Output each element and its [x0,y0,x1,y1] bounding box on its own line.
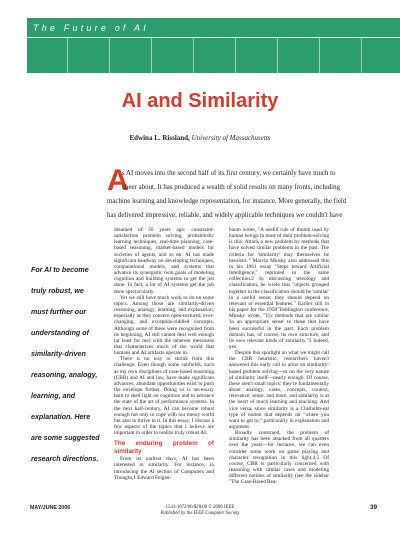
pull-quote-line: truly robust, we [31,287,84,295]
intro-line: machine learning and knowledge representation, for instance. More generally, the field [107,198,347,205]
pull-quote-line: For AI to become [31,266,89,274]
pull-quote-line: research directions. [31,455,99,463]
author-name: Edwina L. Rissland, [129,134,190,142]
footer-credits [0,505,400,517]
banner-grid-pattern [27,38,400,73]
department-banner [27,18,400,73]
intro-line: has delivered impressive, reliable, and widely applicable techniques we couldn't have [107,212,343,219]
publisher-line: Published by the IEEE Computer Society [160,511,240,516]
pull-quote-line: understanding of [31,329,89,337]
article-title: AI and Similarity [121,90,279,112]
pull-quote-line: must further our [31,308,87,316]
pull-quote-line: learning, and [31,392,76,400]
copyright-code: 1541-1672/06/$20.00 © 2006 IEEE [165,505,235,510]
body-column-right [229,227,329,486]
drop-cap: A [107,164,129,197]
department-title: The Future of AI [33,23,149,33]
pull-quote-line: explanation. Here [31,413,91,421]
body-paragraph: baum wrote, "A useful rule of thumb used by human beings in most of their problem-solving is this: Attack a new problem by methods that have solved similar problems in the past. The criteria for 'similarity' may themselves be heuristic." Marvin Minsky also addressed this in his 1961 essay "Steps toward Artificial Intelligence," reprinted in the same collection.2 In discussing teleology and classification, he wrote that "objects grouped together in the classification should be 'similar' in a useful sense; they should depend on relevant or essential features." Earlier still in his paper for the 1958 Teddington conference, Minsky wrote, "Try methods that are similar 'in an appropriate sense' to those that have been successful in the past. Each problem domain has, of course, its own structure, and its own relevant kinds of similarity."3 Indeed, yes. [229,227,329,350]
pull-quote-line: reasoning, analogy, [31,371,98,379]
intro-line: cheer about. It has produced a wealth of solid results on many fronts, including [122,184,340,191]
author-affiliation: University of Massachusetts [191,134,271,142]
section-heading: The enduring problem of similarity [114,440,214,456]
body-paragraph: Despite this spotlight on what we might call the CBR heuristic, researchers haven't answered this early call to arms on similarity-based problem solving—or on the very nature of similarity itself—nearly enough. Of course, these aren't small topics: they're fundamentally about analogy, cases, concepts, context, relevance, sense, and more, and similarity is at the heart of much learning and teaching. And vice versa, since similarity is a Chisholm-eat type of notion that depends on "where you want to get to," particularly in explanation and argument. [229,350,329,430]
body-column-left [114,227,214,481]
page-number: 39 [370,504,378,511]
intro-line: s AI moves into the second half of its first century, we certainly have much to [122,170,336,177]
body-paragraph: Broadly construed, the problem of similarity has been attacked from all quarters over the years—for instance, we can even consider some work on game playing and character recognition in this light.4,5 Of course, CBR is particularly concerned with reasoning with similar cases and modeling different notions of similarity (see the sidebar "The Case-Based Rea- [229,430,329,486]
issue-date: MAY/JUNE 2006 [30,505,71,511]
pull-quote-line: are some suggested [31,434,100,442]
body-paragraph: Yet we still have much work to do on some topics. Among those are similarity-driven reasoning, analogy, learning, and explanation, especially as they concern open-textured, ever-changing, and exception-riddled concepts. Although some of these were recognized from its beginning, AI still cannot deal well enough (at least for me) with the inherent messiness that characterizes much of the world that humans and AI artifacts operate in. [114,294,214,357]
body-paragraph: dreamed of 50 years ago: constraint-satisfaction problem solving, probabilistic learning techniques, real-time planning, case-based reasoning, market-based models for societies of agents, and so on. AI has made significant headway on developing techniques, computational models, and systems that advance its synergistic twin goals of modeling cognition and building systems to get the job done. In fact, a lot of AI systems get the job done spectacularly. [114,227,214,295]
pull-quote-line: similarity-driven [31,350,86,358]
body-paragraph: There is no way to shrink from this challenge. Even though some subfields, such as my own disciplines of case-based reasoning (CBR) and AI and law, have made significant advances, abundant opportunities exist to push the envelope further. Doing so is necessary both to shed light on cognition and to advance the state of the art of performance systems. In the next half-century, AI can become robust enough not only to cope with our messy world but also to thrive in it. In this essay, I discuss a few aspects of the topics that I believe are important in order to realize truly robust AI. [114,356,214,437]
body-paragraph: From its earliest days, AI has been interested in similarity. For instance, in introducing the AI section of Computers and Thought,1 Edward Feigen- [114,456,214,481]
byline [0,134,400,142]
